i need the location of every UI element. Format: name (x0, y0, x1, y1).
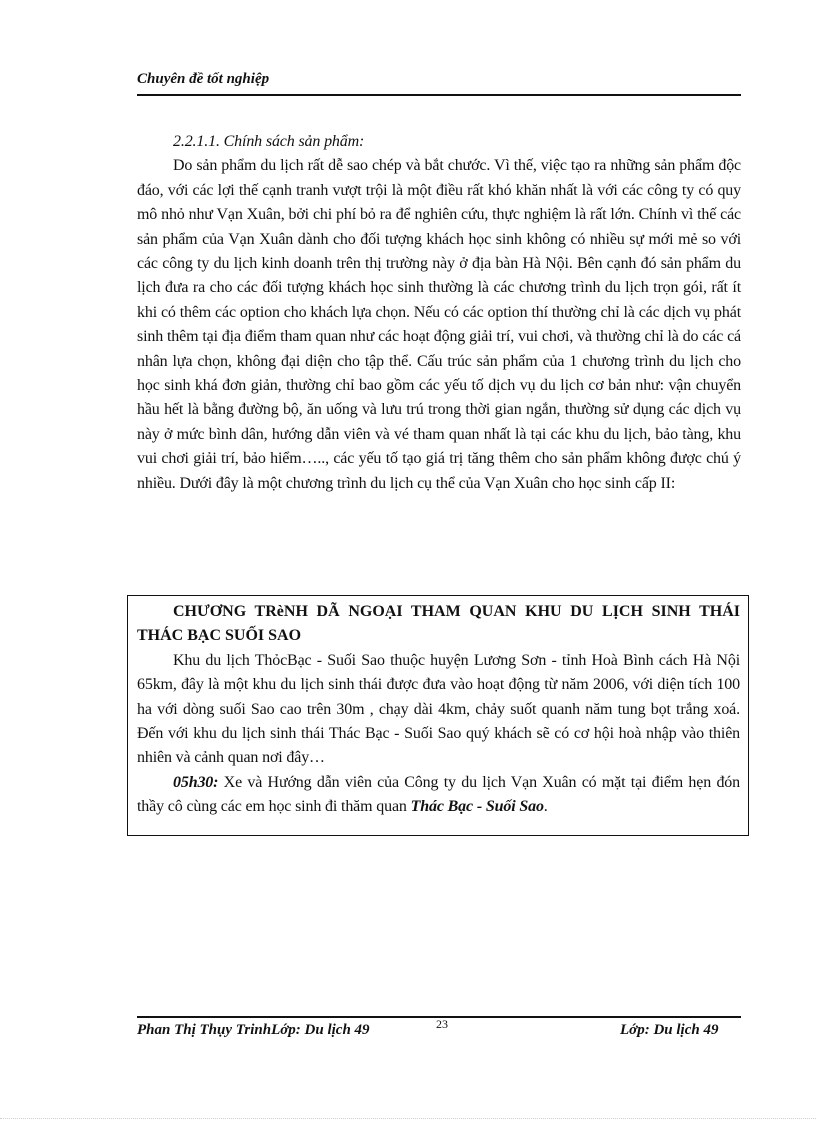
program-box (127, 595, 749, 836)
header-title: Chuyên đề tốt nghiệp (137, 71, 270, 87)
program-schedule-item (137, 771, 740, 820)
page-edge-divider (0, 1118, 816, 1119)
program-title: CHƯƠNG TRèNH DÃ NGOẠI THAM QUAN KHU DU LỊCH SINH THÁI THÁC BẠC SUỐI SAO (137, 603, 740, 645)
page-number: 23 (436, 1017, 448, 1031)
schedule-text: Xe và Hướng dẫn viên của Công ty du lịch Vạn Xuân có mặt tại điểm hẹn đón thầy cô cùng các em học sinh đi thăm quan (137, 773, 740, 816)
schedule-end: . (543, 798, 548, 816)
footer-class: Lớp: Du lịch 49 (620, 1022, 719, 1038)
section-heading: 2.2.1.1. Chính sách sản phẩm: (173, 133, 365, 150)
footer-author: Phan Thị Thụy TrinhLớp: Du lịch 49 (137, 1022, 370, 1038)
schedule-destination: Thác Bạc - Suối Sao (410, 798, 544, 816)
program-intro: Khu du lịch ThỏcBạc - Suối Sao thuộc huyện Lương Sơn - tỉnh Hoà Bình cách Hà Nội 65km, đây là một khu du lịch sinh thái được đưa vào hoạt động từ năm 2006, với diện tích 100 ha với dòng suối Sao cao trên 30m , chạy dài 4km, chảy suốt quanh năm tung bọt trắng xoá. Đến với khu du lịch sinh thái Thác Bạc - Suối Sao quý khách sẽ có cơ hội hoà nhập vào thiên nhiên và cảnh quan nơi đây… (137, 651, 740, 767)
page-header (137, 70, 741, 96)
section-paragraph: Do sản phẩm du lịch rất dễ sao chép và bắt chước. Vì thế, việc tạo ra những sản phẩm độc đáo, với các lợi thế cạnh tranh vượt trội là một điều rất khó khăn nhất là với các công ty có quy mô nhỏ như Vạn Xuân, bởi chi phí bỏ ra để nghiên cứu, thực nghiệm là rất lớn. Chính vì thế các sản phẩm của Vạn Xuân dành cho đối tượng khách học sinh không có nhiều sự mới mẻ so với các công ty du lịch kinh doanh trên thị trường này ở địa bàn Hà Nội. Bên cạnh đó sản phẩm du lịch đưa ra cho các đối tượng khách học sinh thường là các chương trình du lịch trọn gói, rất ít khi có thêm các option cho khách lựa chọn. Nếu có các option thí thường chỉ là các dịch vụ phát sinh thêm tại địa điểm tham quan như các hoạt động giải trí, vui chơi, và thường chỉ là do các cá nhân lựa chọn, không đại diện cho tập thể. Cấu trúc sản phẩm của 1 chương trình du lịch cho học sinh khá đơn giản, thường chỉ bao gồm các yếu tố dịch vụ du lịch cơ bản như: vận chuyển hầu hết là bằng đường bộ, ăn uống và lưu trú trong thời gian ngắn, thường sử dụng các dịch vụ này ở mức bình dân, hướng dẫn viên và vé tham quan nhất là tại các khu du lịch, bảo tàng, khu vui chơi giải trí, bảo hiểm….., các yếu tố tạo giá trị tăng thêm cho sản phẩm không được chú ý nhiều. Dưới đây là một chương trình du lịch cụ thể của Vạn Xuân cho học sinh cấp II: (137, 157, 741, 492)
schedule-time: 05h30: (173, 773, 219, 791)
section-body (137, 130, 741, 496)
